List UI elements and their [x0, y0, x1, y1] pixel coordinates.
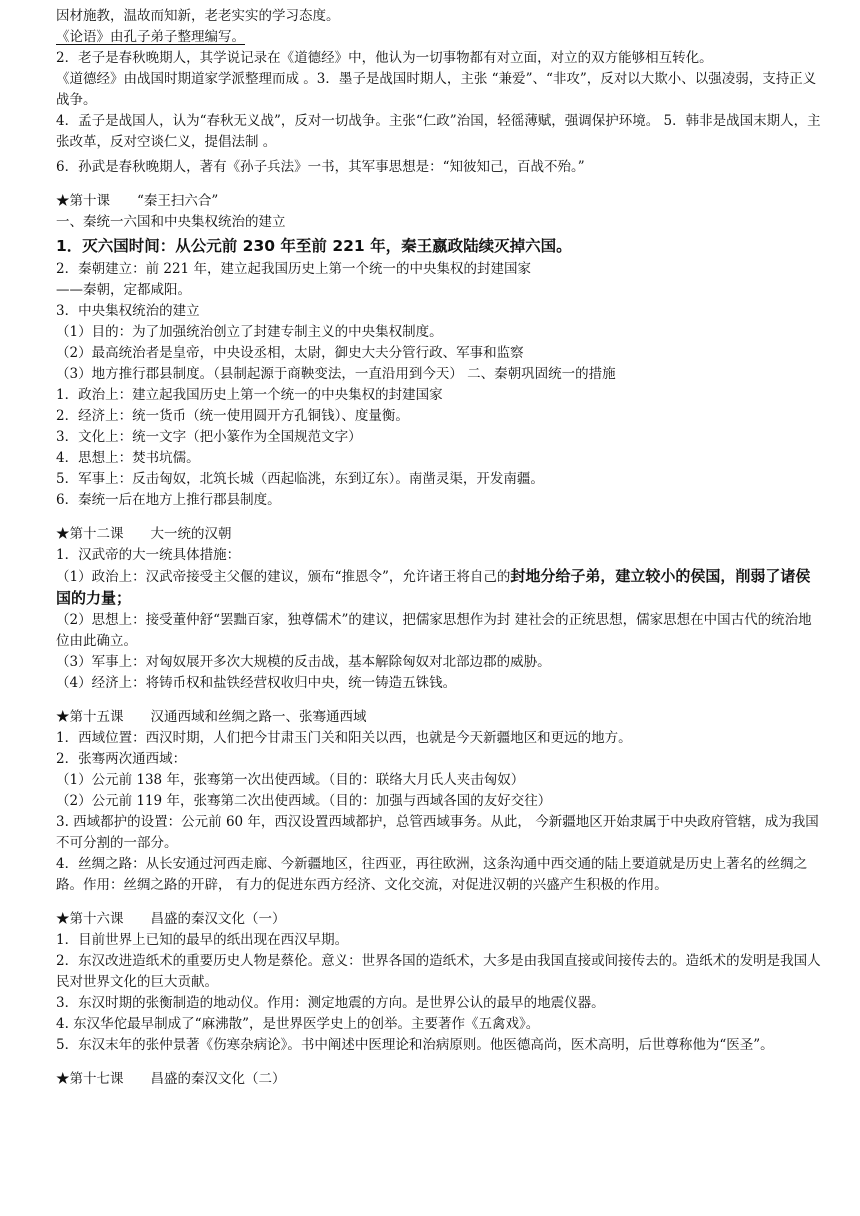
lesson-10-title: ★第十课 “秦王扫六合”: [56, 193, 219, 209]
list-item: 1．汉武帝的大一统具体措施：: [56, 547, 241, 563]
list-item-text: （1）政治上：汉武帝接受主父偃的建议，颁布“推恩令”，允许诸王将自己的: [56, 569, 511, 585]
list-item: 3．文化上：统一文字（把小篆作为全国规范文字）: [56, 429, 362, 445]
text-line: 《道德经》由战国时期道家学派整理而成 。3．墨子是战国时期人，主张 “兼爱”、“非攻”，反对以大欺小、以强凌弱，支持正义战争。: [56, 71, 817, 108]
lesson-15-title: ★第十五课 汉通西域和丝绸之路一、张骞通西域: [56, 709, 367, 725]
list-item: （1）目的：为了加强统治创立了封建专制主义的中央集权制度。: [56, 324, 443, 340]
list-item: 2．秦朝建立：前 221 年，建立起我国历史上第一个统一的中央集权的封建国家: [56, 261, 531, 277]
list-item: 5．军事上：反击匈奴，北筑长城（西起临洮，东到辽东）。南凿灵渠，开发南疆。: [56, 471, 544, 487]
list-item: 6．秦统一后在地方上推行郡县制度。: [56, 492, 281, 508]
list-item: 3．中央集权统治的建立: [56, 303, 200, 319]
list-item: （2）公元前 119 年，张骞第二次出使西域。（目的：加强与西域各国的友好交往）: [56, 793, 552, 809]
text-line: 因材施教，温故而知新，老老实实的学习态度。: [56, 8, 340, 24]
list-item: （4）经济上：将铸币权和盐铁经营权收归中央，统一铸造五铢钱。: [56, 675, 457, 691]
text-line: 2．老子是春秋晚期人，其学说记录在《道德经》中，他认为一切事物都有对立面，对立的双方能够相互转化。: [56, 50, 713, 66]
list-item: [56, 566, 822, 610]
list-item: （1）公元前 138 年，张骞第一次出使西域。（目的：联络大月氏人夹击匈奴）: [56, 772, 525, 788]
section-subtitle: 一、秦统一六国和中央集权统治的建立: [56, 214, 286, 230]
list-item: 2．经济上：统一货币（统一使用圆开方孔铜钱）、度量衡。: [56, 408, 409, 424]
list-item: 3．东汉时期的张衡制造的地动仪。作用：测定地震的方向。是世界公认的最早的地震仪器。: [56, 995, 605, 1011]
list-item: 5．东汉末年的张仲景著《伤寒杂病论》。书中阐述中医理论和治病原则。他医德高尚，医术高明，后世尊称他为“医圣”。: [56, 1037, 774, 1053]
text-line: 6．孙武是春秋晚期人，著有《孙子兵法》一书，其军事思想是：“知彼知己，百战不殆。”: [56, 159, 585, 175]
text-line: 《论语》由孔子弟子整理编写。: [56, 29, 245, 45]
list-item: 3. 西域都护的设置：公元前 60 年，西汉设置西域都护，总管西域事务。从此， 今新疆地区开始隶属于中央政府管辖，成为我国不可分割的一部分。: [56, 814, 819, 851]
list-item: （2）思想上：接受董仲舒“罢黜百家，独尊儒术”的建议，把儒家思想作为封 建社会的正统思想，儒家思想在中国古代的统治地位由此确立。: [56, 612, 812, 649]
list-item: 4．思想上：焚书坑儒。: [56, 450, 200, 466]
list-item: 1．西域位置：西汉时期，人们把今甘肃玉门关和阳关以西，也就是今天新疆地区和更远的地方。: [56, 730, 632, 746]
list-item: 2．张骞两次通西域：: [56, 751, 187, 767]
list-item: 4．丝绸之路：从长安通过河西走廊、今新疆地区，往西亚，再往欧洲，这条沟通中西交通的陆上要道就是历史上著名的丝绸之路。作用：丝绸之路的开辟， 有力的促进东西方经济、文化交流，对促进汉朝的兴盛产生积极的作用。: [56, 856, 808, 893]
list-item: 1．目前世界上已知的最早的纸出现在西汉早期。: [56, 932, 349, 948]
highlight-line: 1．灭六国时间：从公元前 230 年至前 221 年，秦王嬴政陆续灭掉六国。: [56, 237, 572, 255]
list-item: （2）最高统治者是皇帝，中央设丞相，太尉，御史大夫分管行政、军事和监察: [56, 345, 524, 361]
list-item: （3）军事上：对匈奴展开多次大规模的反击战，基本解除匈奴对北部边郡的威胁。: [56, 654, 551, 670]
lesson-12-title: ★第十二课 大一统的汉朝: [56, 526, 232, 542]
list-item: 2．东汉改进造纸术的重要历史人物是蔡伦。意义：世界各国的造纸术，大多是由我国直接或间接传去的。造纸术的发明是我国人民对世界文化的巨大贡献。: [56, 953, 821, 990]
list-item: 4. 东汉华佗最早制成了“麻沸散”，是世界医学史上的创举。主要著作《五禽戏》。: [56, 1016, 540, 1032]
text-line: 4．孟子是战国人，认为“春秋无义战”，反对一切战争。主张“仁政”治国，轻徭薄赋，强调保护环境。 5．韩非是战国末期人，主张改革，反对空谈仁义，提倡法制 。: [56, 113, 821, 150]
lesson-16-title: ★第十六课 昌盛的秦汉文化（一）: [56, 911, 286, 927]
list-item: （3）地方推行郡县制度。（县制起源于商鞅变法，一直沿用到今天） 二、秦朝巩固统一的措施: [56, 366, 616, 382]
lesson-17-title: ★第十七课 昌盛的秦汉文化（二）: [56, 1071, 286, 1087]
list-item: ——秦朝，定都咸阳。: [56, 282, 191, 298]
highlight-text: 封地分给子弟，建立较小的侯国，削弱了诸侯国的力量；: [56, 567, 811, 607]
list-item: 1．政治上：建立起我国历史上第一个统一的中央集权的封建国家: [56, 387, 443, 403]
